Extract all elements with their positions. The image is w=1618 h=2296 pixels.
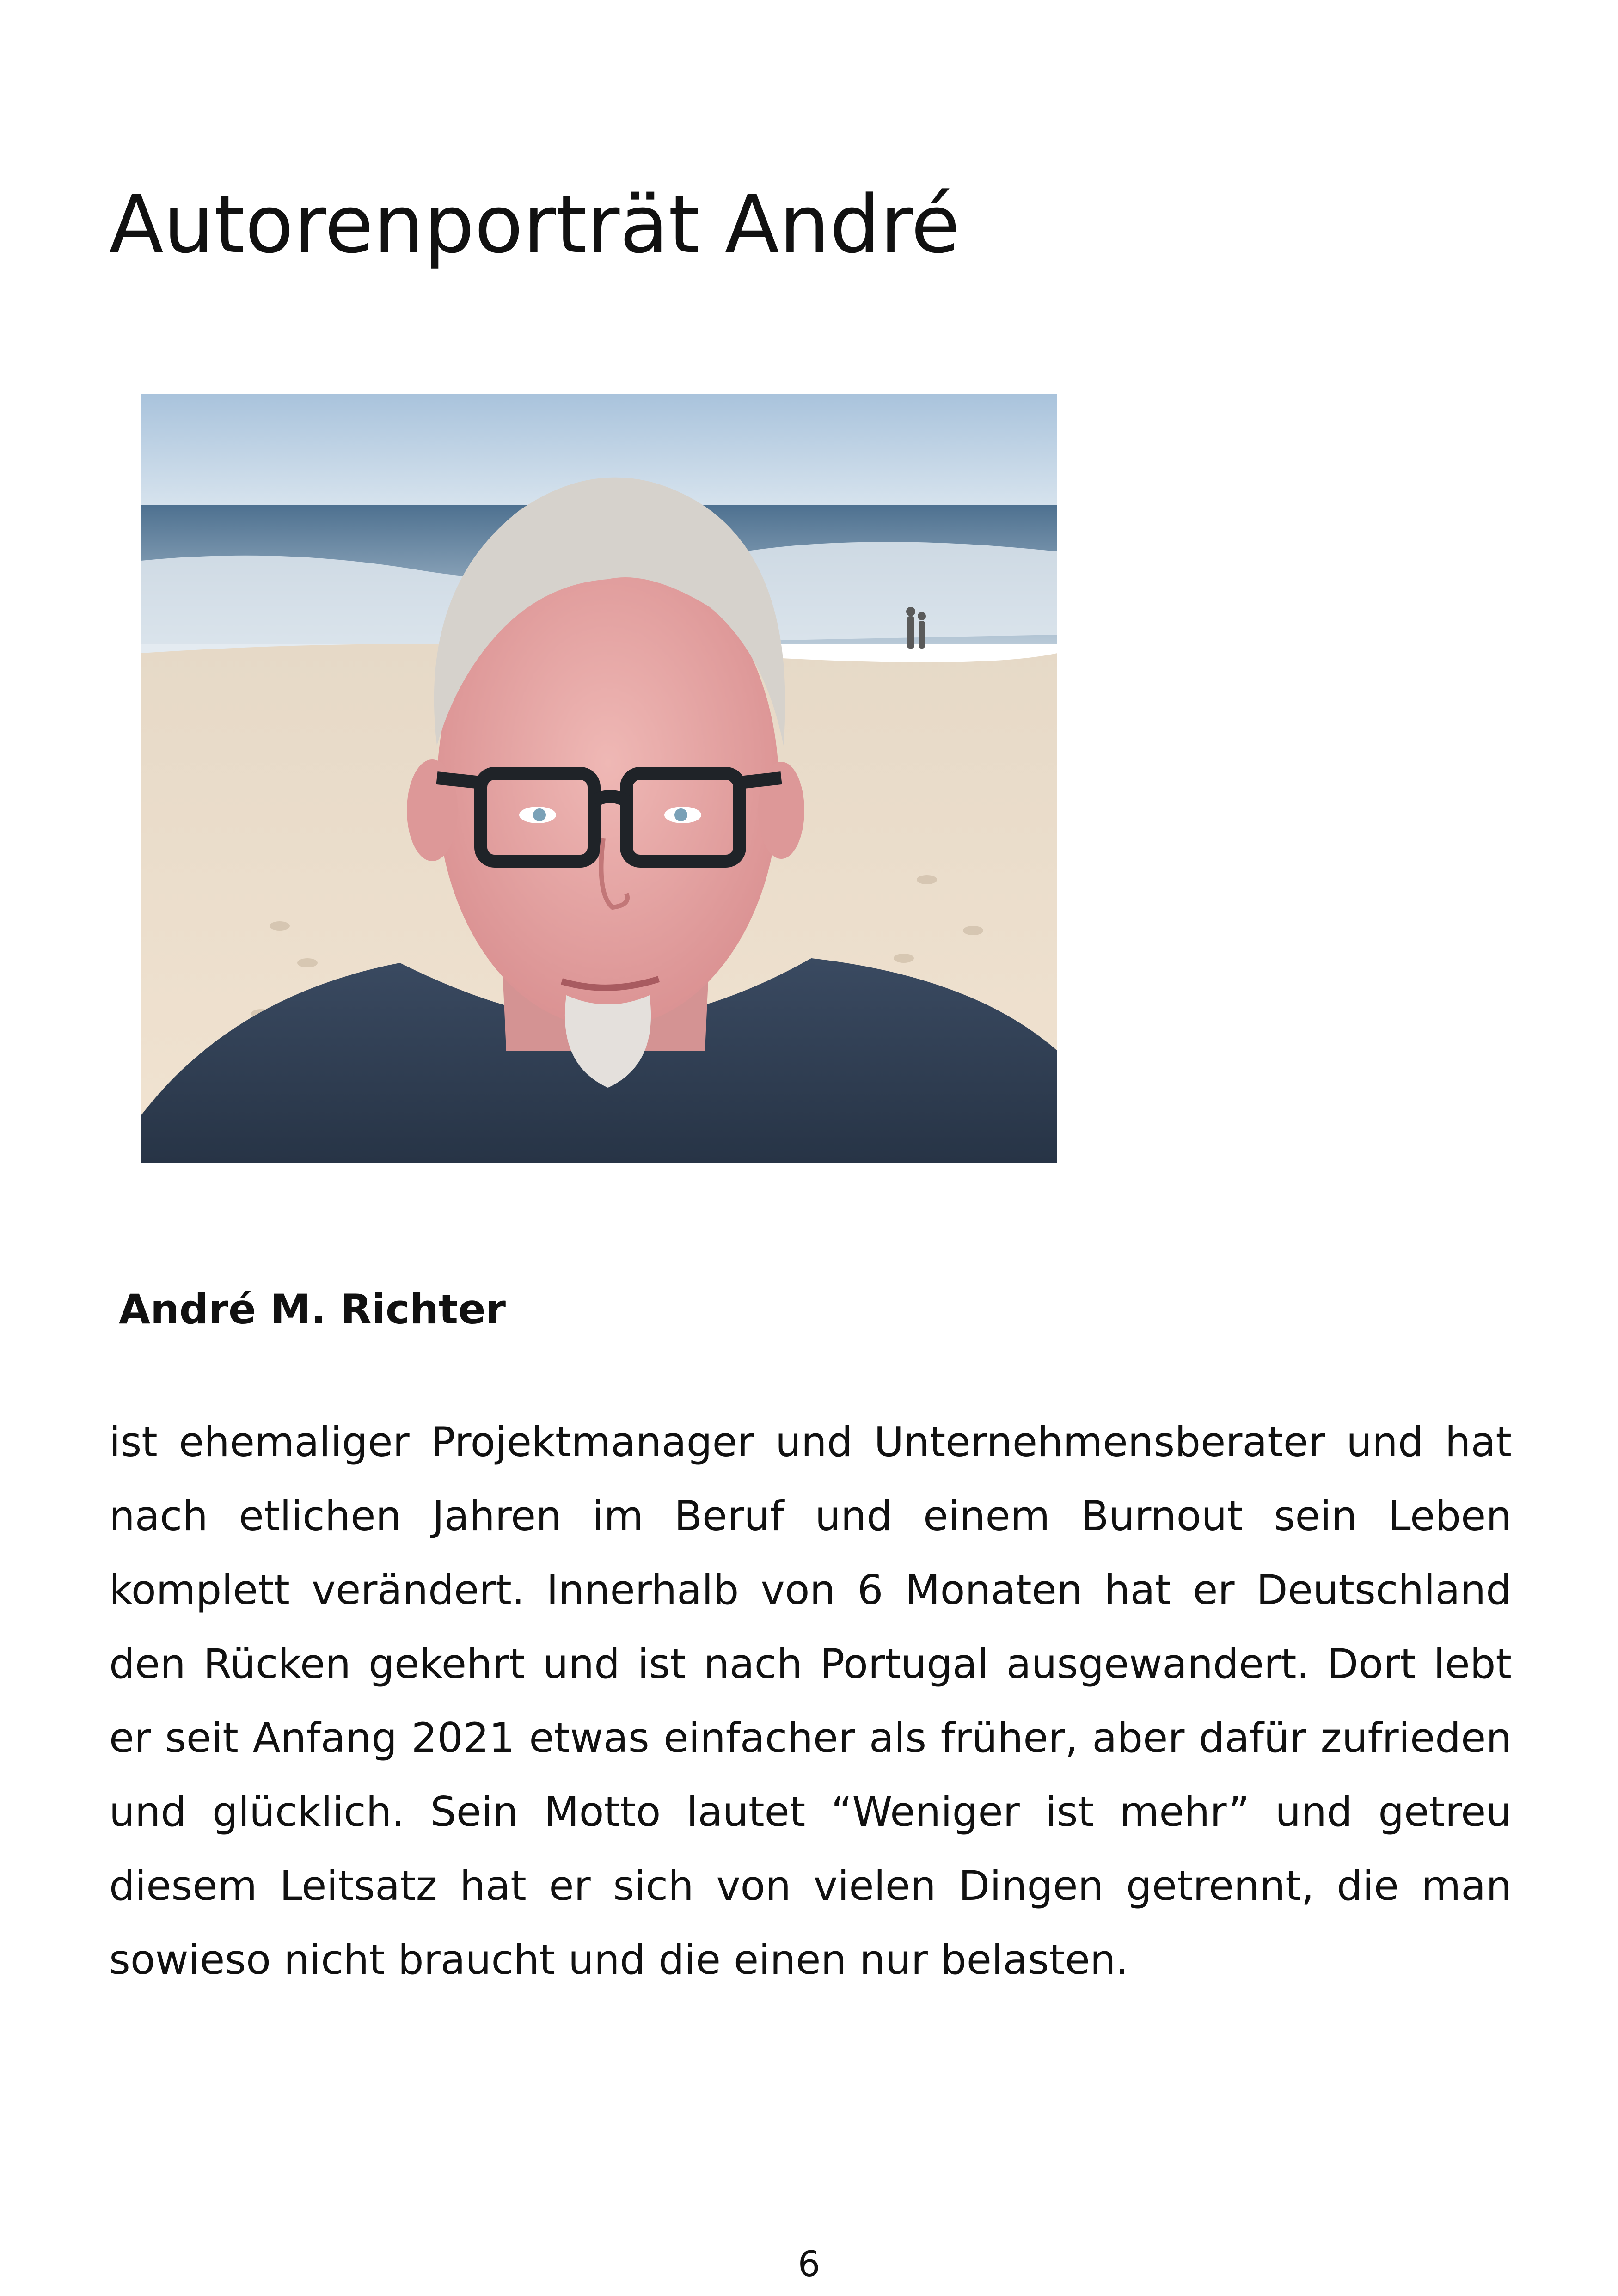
author-portrait-photo (141, 394, 1057, 1163)
page-number: 6 (797, 2243, 821, 2284)
page-title: Autorenporträt André (109, 178, 960, 271)
author-bio-paragraph: ist ehemaliger Projektmanager und Unternehmensberater und hat nach etlichen Jahren im Beruf und einem Burnout sein Leben komplett verändert. Innerhalb von 6 Monaten hat er Deutschland den Rücken gekehrt und ist nach Portugal ausgewandert. Dort lebt er seit Anfang 2021 etwas einfacher als früher, aber dafür zufrieden und glücklich. Sein Motto lautet “Weniger ist mehr” und getreu diesem Leitsatz hat er sich von vielen Dingen getrennt, die man sowieso nicht braucht und die einen nur belasten. (109, 1418, 1512, 1984)
author-name: André M. Richter (119, 1286, 506, 1333)
